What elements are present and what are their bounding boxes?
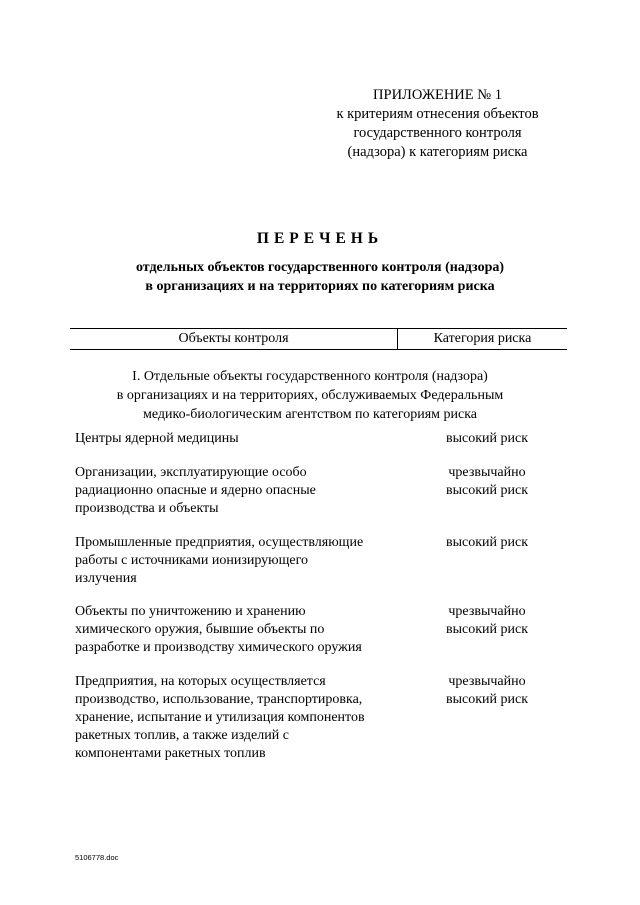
document-subtitle (60, 258, 580, 296)
table-row (75, 603, 565, 657)
object-line: химического оружия, бывшие объекты по (75, 622, 325, 637)
category-line: высокий риск (445, 622, 529, 637)
table-header (70, 328, 567, 350)
object-line: разработке и производству химического оружия (75, 640, 362, 655)
category-line: высокий риск (445, 431, 529, 446)
object-line: компонентами ракетных топлив (75, 746, 266, 761)
object-line: ракетных топлив, а также изделий с (75, 728, 289, 743)
object-line: излучения (75, 571, 137, 586)
appendix-line: государственного контроля (353, 125, 522, 141)
object-line: Предприятия, на которых осуществляется (75, 674, 326, 689)
object-cell (75, 534, 405, 588)
category-line: чрезвычайно (448, 674, 526, 689)
column-header-objects: Объекты контроля (70, 329, 398, 349)
appendix-header (300, 86, 575, 162)
object-cell (75, 464, 405, 518)
appendix-line: (надзора) к категориям риска (347, 144, 528, 160)
object-line: Объекты по уничтожению и хранению (75, 604, 306, 619)
category-line: высокий риск (445, 535, 529, 550)
category-cell (417, 464, 557, 518)
section-heading-line: медико-биологическим агентством по категориям риска (142, 407, 478, 422)
object-cell (75, 430, 405, 448)
object-line: радиационно опасные и ядерно опасные (75, 483, 316, 498)
section-heading (70, 367, 550, 424)
appendix-line: к критериям отнесения объектов (336, 106, 539, 122)
table-row (75, 464, 565, 518)
table-row (75, 534, 565, 588)
object-cell (75, 603, 405, 657)
table-row (75, 673, 565, 763)
file-code: 5106778.doc (75, 853, 119, 862)
category-line: чрезвычайно (448, 465, 526, 480)
section-heading-line: в организациях и на территориях, обслуживаемых Федеральным (116, 388, 504, 403)
appendix-number: ПРИЛОЖЕНИЕ № 1 (373, 87, 502, 103)
category-line: высокий риск (445, 483, 529, 498)
object-line: хранение, испытание и утилизация компонентов (75, 710, 365, 725)
category-line: чрезвычайно (448, 604, 526, 619)
object-line: производство, использование, транспортировка, (75, 692, 363, 707)
object-line: Центры ядерной медицины (75, 431, 239, 446)
object-line: работы с источниками ионизирующего (75, 553, 309, 568)
category-cell (417, 534, 557, 588)
section-heading-line: I. Отдельные объекты государственного контроля (надзора) (132, 369, 488, 384)
document-title: ПЕРЕЧЕНЬ (256, 230, 384, 247)
table-row (75, 430, 565, 448)
subtitle-line: отдельных объектов государственного контроля (надзора) (135, 260, 505, 275)
category-cell (417, 430, 557, 448)
subtitle-line: в организациях и на территориях по категориям риска (145, 279, 495, 294)
object-line: производства и объекты (75, 501, 219, 516)
object-line: Промышленные предприятия, осуществляющие (75, 535, 364, 550)
object-line: Организации, эксплуатирующие особо (75, 465, 307, 480)
category-cell (417, 673, 557, 763)
category-line: высокий риск (445, 692, 529, 707)
object-cell (75, 673, 405, 763)
category-cell (417, 603, 557, 657)
column-header-category: Категория риска (433, 331, 532, 346)
